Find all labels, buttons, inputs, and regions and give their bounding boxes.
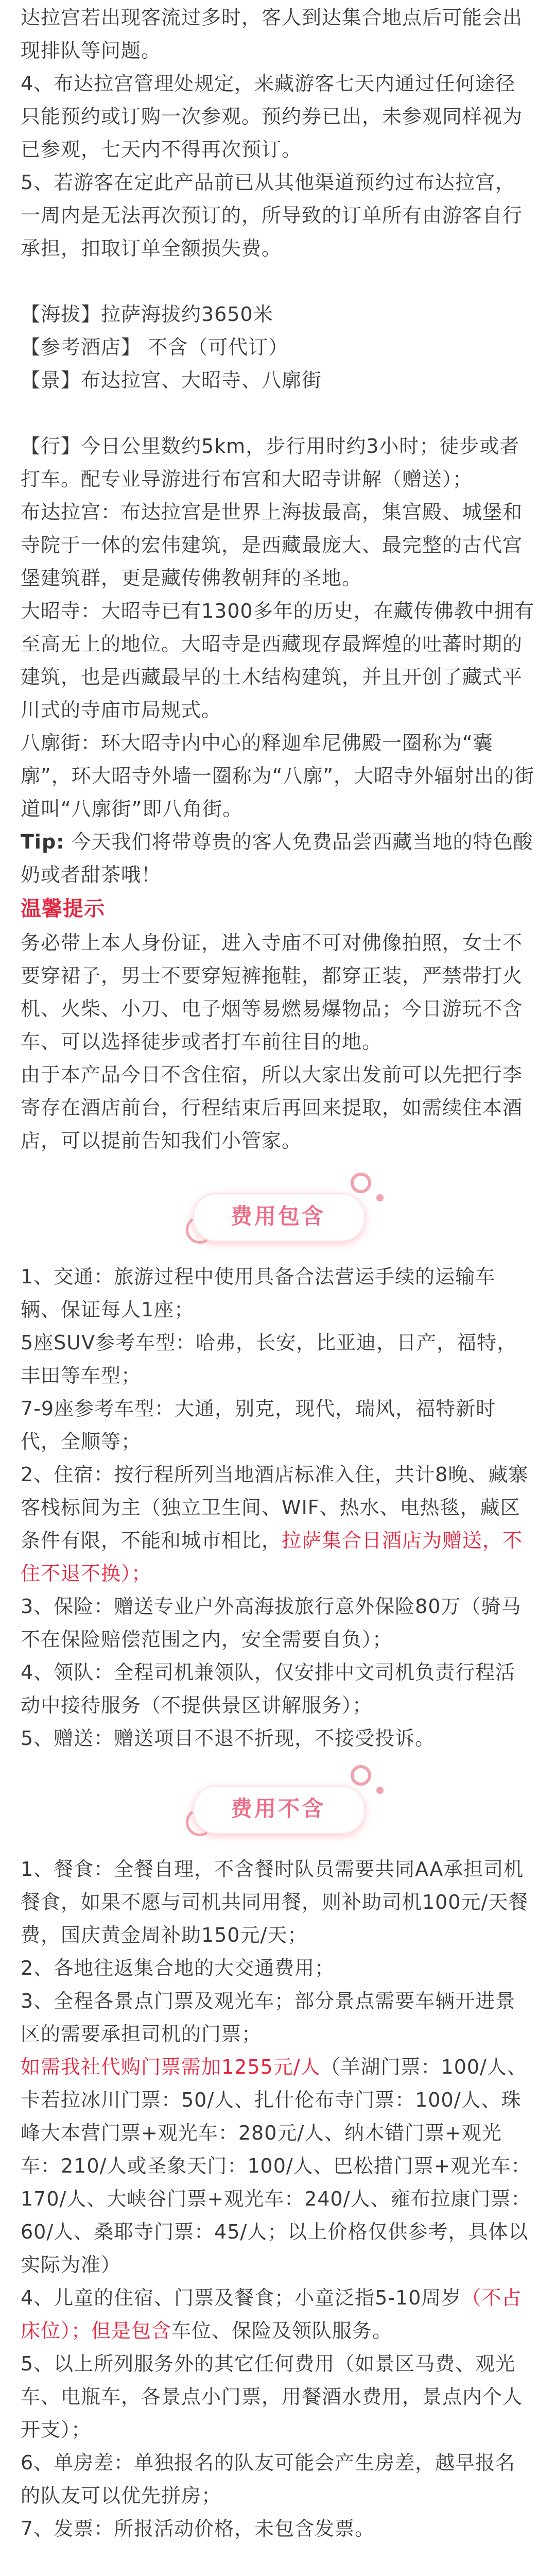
- vehicle-title: [0, 2572, 556, 2576]
- excluded-section: [0, 1853, 556, 2545]
- tip-label: Tip:: [21, 831, 65, 853]
- excluded-item: [21, 2050, 535, 2281]
- child-text: 4、儿童的住宿、门票及餐食；小童泛指5-10周岁: [21, 2286, 462, 2309]
- excluded-item: 1、餐食：全餐自理，不含餐时队员需要共同AA承担司机餐食，如果不愿与司机共同用餐，则补助司机100元/天餐费，国庆黄金周补助150元/天；: [21, 1858, 529, 1946]
- lodging-text: 2、住宿：按行程所列当地酒店标准入住，共计8晚、藏寨客栈标间为主（独立卫生间、WIF、热水、电热毯，藏区条件有限，不能和城市相比，: [21, 1463, 529, 1552]
- excluded-item: 3、全程各景点门票及观光车；部分景点需要车辆开进景区的需要承担司机的门票；: [21, 1990, 516, 2045]
- content: [0, 1, 556, 1157]
- excluded-badge-area: [0, 1755, 556, 1853]
- jokhang-desc: 大昭寺：大昭寺已有1300多年的历史，在藏传佛教中拥有至高无上的地位。大昭寺是西藏现存最辉煌的吐蕃时期的建筑，也是西藏最早的土木结构建筑，并且开创了藏式平川式的寺庙市局规式。: [21, 600, 534, 721]
- scenic-line: 【景】布达拉宫、大昭寺、八廓街: [21, 369, 322, 392]
- excluded-item: 2、各地往返集合地的大交通费用；: [21, 1957, 335, 1979]
- decor-circle-icon: [351, 1765, 371, 1786]
- warning-paragraph: 务必带上本人身份证，进入寺庙不可对佛像拍照，女士不要穿裙子，男士不要穿短裤拖鞋，都穿正装，严禁带打火机、火柴、小刀、电子烟等易燃易爆物品；今日游玩不含车、可以选择徒步或者打车前往目的地。: [21, 931, 523, 1053]
- potala-desc: 布达拉宫：布达拉宫是世界上海拔最高，集宫殿、城堡和寺院于一体的宏伟建筑，是西藏最庞大、最完整的古代宫堡建筑群，更是藏传佛教朝拜的圣地。: [21, 501, 523, 589]
- badge-label: 费用包含: [230, 1204, 325, 1229]
- included-item: 5座SUV参考车型：哈弗，长安，比亚迪，日产，福特，丰田等车型；: [21, 1331, 517, 1387]
- trip-line: 【行】今日公里数约5km，步行用时约3小时；徒步或者打车。配专业导游进行布宫和大昭寺讲解（赠送）；: [21, 435, 520, 490]
- tip-text: 今天我们将带尊贵的客人免费品尝西藏当地的特色酸奶或者甜茶哦！: [21, 831, 533, 886]
- text-paragraph: 4、布达拉宫管理处规定，来藏游客七天内通过任何途径只能预约或订购一次参观。预约券已出，未参观同样视为已参观，七天内不得再次预订。: [21, 72, 523, 161]
- warning-title: 温馨提示: [21, 897, 105, 921]
- excluded-item: 6、单房差：单独报名的队友可能会产生房差，越早报名的队友可以优先拼房；: [21, 2451, 516, 2507]
- tip-paragraph: [21, 825, 535, 891]
- altitude-line: 【海拔】拉萨海拔约3650米: [21, 303, 273, 326]
- spacer: [21, 265, 535, 298]
- excluded-item: 7、发票：所报活动价格，未包含发票。: [21, 2517, 375, 2540]
- warning-paragraph: 由于本产品今日不含住宿，所以大家出发前可以先把行李寄存在酒店前台，行程结束后再回来提取，如需续住本酒店，可以提前告知我们小管家。: [21, 1063, 523, 1152]
- extra-ticket-highlight: 如需我社代购门票需加1255元/人: [21, 2056, 321, 2078]
- included-section: [0, 1260, 556, 1755]
- child-highlight: （不占床位）；但是包含: [21, 2286, 522, 2342]
- child-text-rest: 车位、保险及领队服务。: [171, 2319, 393, 2342]
- included-item: 3、保险：赠送专业户外高海拔旅行意外保险80万（骑马不在保险赔偿范围之内，安全需要自负）；: [21, 1595, 522, 1651]
- barkhor-desc: 八廓街：环大昭寺内中心的释迦牟尼佛殿一圈称为“囊廓”，环大昭寺外墙一圈称为“八廓”，大昭寺外辐射出的街道叫“八廓街”即八角街。: [21, 732, 535, 820]
- text-paragraph: 达拉宫若出现客流过多时，客人到达集合地点后可能会出现排队等问题。: [21, 6, 523, 62]
- included-item: 7-9座参考车型：大通，别克，现代，瑞风，福特新时代，全顺等；: [21, 1397, 496, 1453]
- spacer: [21, 397, 535, 430]
- included-item: 4、领队：全程司机兼领队，仅安排中文司机负责行程活动中接待服务（不提供景区讲解服务）；: [21, 1661, 516, 1717]
- included-item: 1、交通：旅游过程中使用具备合法营运手续的运输车辆、保证每人1座；: [21, 1265, 496, 1321]
- included-badge-area: [0, 1157, 556, 1260]
- included-item: 5、赠送：赠送项目不退不折现，不接受投诉。: [21, 1727, 436, 1750]
- vehicle-title-area: [0, 2545, 556, 2576]
- decor-dot-icon: [376, 1194, 384, 1201]
- included-item: [21, 1458, 535, 1590]
- excluded-item: [21, 2281, 535, 2347]
- decor-dot-icon: [376, 1787, 384, 1794]
- hotel-line: 【参考酒店】 不含（可代订）: [21, 336, 289, 359]
- decor-circle-icon: [351, 1173, 371, 1193]
- included-badge: [193, 1183, 363, 1240]
- lodging-highlight: 拉萨集合日酒店为赠送，不住不退不换）；: [21, 1529, 523, 1585]
- badge-label: 费用不含: [230, 1796, 325, 1821]
- excluded-badge: [193, 1775, 363, 1832]
- excluded-item: 5、以上所列服务外的其它任何费用（如景区马费、观光车、电瓶车，各景点小门票，用餐酒水费用，景点内个人开支）；: [21, 2352, 523, 2441]
- text-paragraph: 5、若游客在定此产品前已从其他渠道预约过布达拉宫，一周内是无法再次预订的，所导致的订单所有由游客自行承担，扣取订单全额损失费。: [21, 171, 523, 260]
- extra-ticket-detail: （羊湖门票：100/人、卡若拉冰川门票：50/人、扎什伦布寺门票：100/人、珠峰大本营门票+观光车：280元/人、纳木错门票+观光车：210/人或圣象天门：100/人、巴松措门票+观光车：170/人、大峡谷门票+观光车：240/人、雍布拉康门票：60/人、桑耶寺门票：45/人；以上价格仅供参考，具体以实际为准）: [21, 2056, 531, 2276]
